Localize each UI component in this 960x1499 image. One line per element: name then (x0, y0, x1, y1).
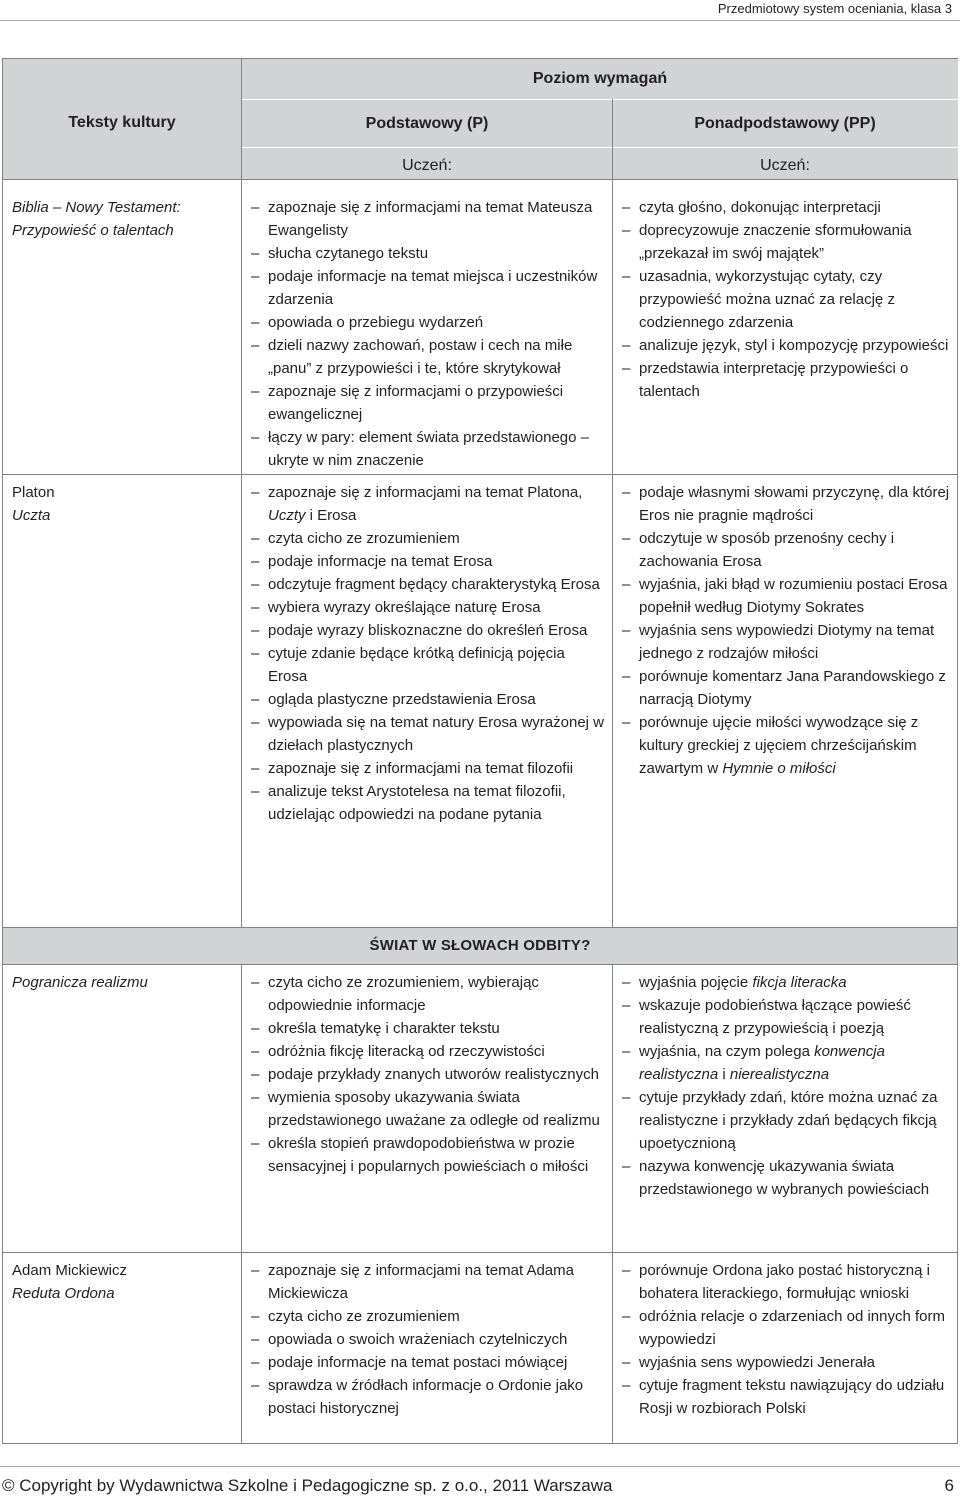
list-item: – wypowiada się na temat natury Erosa wyrażonej w dziełach plastycznych (268, 711, 606, 757)
row-title-pogranicza (3, 963, 241, 994)
header-texts: Teksty kultury (68, 114, 176, 131)
list-item: – opowiada o swoich wrażeniach czytelniczych (268, 1328, 606, 1351)
list-item: – podaje własnymi słowami przyczynę, dla której Eros nie pragnie mądrości (639, 481, 951, 527)
row-title-line: Pogranicza realizmu (12, 974, 148, 991)
requirements-table (2, 58, 958, 1444)
list-item: – zapoznaje się z informacjami na temat Platona, Uczty i Erosa (268, 481, 606, 527)
footer-rule (0, 1466, 960, 1467)
list-item: – wyjaśnia sens wypowiedzi Jenerała (639, 1351, 951, 1374)
row-divider (3, 179, 957, 180)
list-item: – odróżnia fikcję literacką od rzeczywistości (268, 1040, 606, 1063)
list-item: – wskazuje podobieństwa łączące powieść realistyczną z przypowieścią i poezją (639, 994, 951, 1040)
list-item: – podaje informacje na temat Erosa (268, 550, 606, 573)
list-item: – analizuje tekst Arystotelesa na temat filozofii, udzielając odpowiedzi na podane pytania (268, 780, 606, 826)
list-item: – dzieli nazwy zachowań, postaw i cech na miłe „panu” z przypowieści i te, które skrytykował (268, 334, 606, 380)
list-item: – słucha czytanego tekstu (268, 242, 606, 265)
list-item: – cytuje przykłady zdań, które można uznać za realistyczne i przykłady zdań będących fikcją upoetycznioną (639, 1086, 951, 1155)
list-item: – podaje informacje na temat miejsca i uczestników zdarzenia (268, 265, 606, 311)
list-item: – przedstawia interpretację przypowieści o talentach (639, 357, 951, 403)
list-item: – czyta cicho ze zrozumieniem (268, 1305, 606, 1328)
list-item: – wyjaśnia pojęcie fikcja literacka (639, 971, 951, 994)
list-item: – porównuje komentarz Jana Parandowskiego z narracją Diotymy (639, 665, 951, 711)
list-item: – doprecyzowuje znaczenie sformułowania „przekazał im swój majątek” (639, 219, 951, 265)
header-advanced: Ponadpodstawowy (PP) (694, 115, 876, 132)
list-item: – wymienia sposoby ukazywania świata przedstawionego uważane za odległe od realizmu (268, 1086, 606, 1132)
header-sep (242, 147, 958, 148)
page-number: 6 (944, 1476, 954, 1495)
basic-list-platon (242, 473, 612, 826)
row-title-line: Reduta Ordona (12, 1285, 115, 1302)
list-item: – porównuje Ordona jako postać historyczną i bohatera literackiego, formułując wnioski (639, 1259, 951, 1305)
list-item: – odczytuje fragment będący charakterystyką Erosa (268, 573, 606, 596)
list-item: – zapoznaje się z informacjami o przypowieści ewangelicznej (268, 380, 606, 426)
header-sep (242, 99, 958, 100)
list-item: – czyta głośno, dokonując interpretacji (639, 196, 951, 219)
list-item: – podaje informacje na temat postaci mówiącej (268, 1351, 606, 1374)
basic-list-reduta (242, 1251, 612, 1420)
list-item: – nazywa konwencję ukazywania świata przedstawionego w wybranych powieściach (639, 1155, 951, 1201)
advanced-list-pogranicza (613, 963, 957, 1201)
row-title-line: Platon (12, 484, 55, 501)
row-title-reduta (3, 1251, 241, 1305)
list-item: – zapoznaje się z informacjami na temat filozofii (268, 757, 606, 780)
list-item: – wyjaśnia, jaki błąd w rozumieniu postaci Erosa popełnił według Diotymy Sokrates (639, 573, 951, 619)
list-item: – wybiera wyrazy określające naturę Erosa (268, 596, 606, 619)
list-item: – podaje przykłady znanych utworów realistycznych (268, 1063, 606, 1086)
row-title-line: Biblia – Nowy Testament: (12, 199, 181, 216)
list-item: – zapoznaje się z informacjami na temat Adama Mickiewicza (268, 1259, 606, 1305)
advanced-list-reduta (613, 1251, 957, 1420)
row-title-line: Uczta (12, 507, 51, 524)
list-item: – czyta cicho ze zrozumieniem (268, 527, 606, 550)
header-level: Poziom wymagań (532, 70, 668, 87)
advanced-list-platon (613, 473, 957, 780)
list-item: – czyta cicho ze zrozumieniem, wybierając odpowiednie informacje (268, 971, 606, 1017)
row-title-biblia (3, 188, 241, 242)
list-item: – odróżnia relacje o zdarzeniach od innych form wypowiedzi (639, 1305, 951, 1351)
list-item: – wyjaśnia sens wypowiedzi Diotymy na temat jednego z rodzajów miłości (639, 619, 951, 665)
list-item: – opowiada o przebiegu wydarzeń (268, 311, 606, 334)
list-item: – sprawdza w źródłach informacje o Ordonie jako postaci historycznej (268, 1374, 606, 1420)
list-item: – określa tematykę i charakter tekstu (268, 1017, 606, 1040)
list-item: – cytuje fragment tekstu nawiązujący do udziału Rosji w rozbiorach Polski (639, 1374, 951, 1420)
footer-copyright: © Copyright by Wydawnictwa Szkolne i Pedagogiczne sp. z o.o., 2011 Warszawa (2, 1476, 613, 1495)
student-basic: Uczeń: (402, 157, 452, 174)
list-item: – podaje wyrazy bliskoznaczne do określeń Erosa (268, 619, 606, 642)
list-item: – analizuje język, styl i kompozycję przypowieści (639, 334, 951, 357)
row-title-line: Adam Mickiewicz (12, 1262, 128, 1279)
basic-list-biblia (242, 188, 612, 472)
advanced-list-biblia (613, 188, 957, 403)
header-basic: Podstawowy (P) (365, 115, 489, 132)
student-advanced: Uczeń: (760, 157, 810, 174)
list-item: – łączy w pary: element świata przedstawionego – ukryte w nim znaczenie (268, 426, 606, 472)
list-item: – porównuje ujęcie miłości wywodzące się z kultury greckiej z ujęciem chrześcijańskim zawartym w Hymnie o miłości (639, 711, 951, 780)
list-item: – odczytuje w sposób przenośny cechy i zachowania Erosa (639, 527, 951, 573)
running-header: Przedmiotowy system oceniania, klasa 3 (717, 1, 952, 16)
basic-list-pogranicza (242, 963, 612, 1178)
list-item: – określa stopień prawdopodobieństwa w prozie sensacyjnej i popularnych powieściach o miłości (268, 1132, 606, 1178)
list-item: – ogląda plastyczne przedstawienia Erosa (268, 688, 606, 711)
section-title: ŚWIAT W SŁOWACH ODBITY? (369, 936, 591, 954)
row-title-platon (3, 473, 241, 527)
header-rule (0, 20, 960, 21)
list-item: – zapoznaje się z informacjami na temat Mateusza Ewangelisty (268, 196, 606, 242)
list-item: – uzasadnia, wykorzystując cytaty, czy przypowieść można uznać za relację z codziennego zdarzenia (639, 265, 951, 334)
list-item: – cytuje zdanie będące krótką definicją pojęcia Erosa (268, 642, 606, 688)
row-title-line: Przypowieść o talentach (12, 222, 174, 239)
list-item: – wyjaśnia, na czym polega konwencja realistyczna i nierealistyczna (639, 1040, 951, 1086)
